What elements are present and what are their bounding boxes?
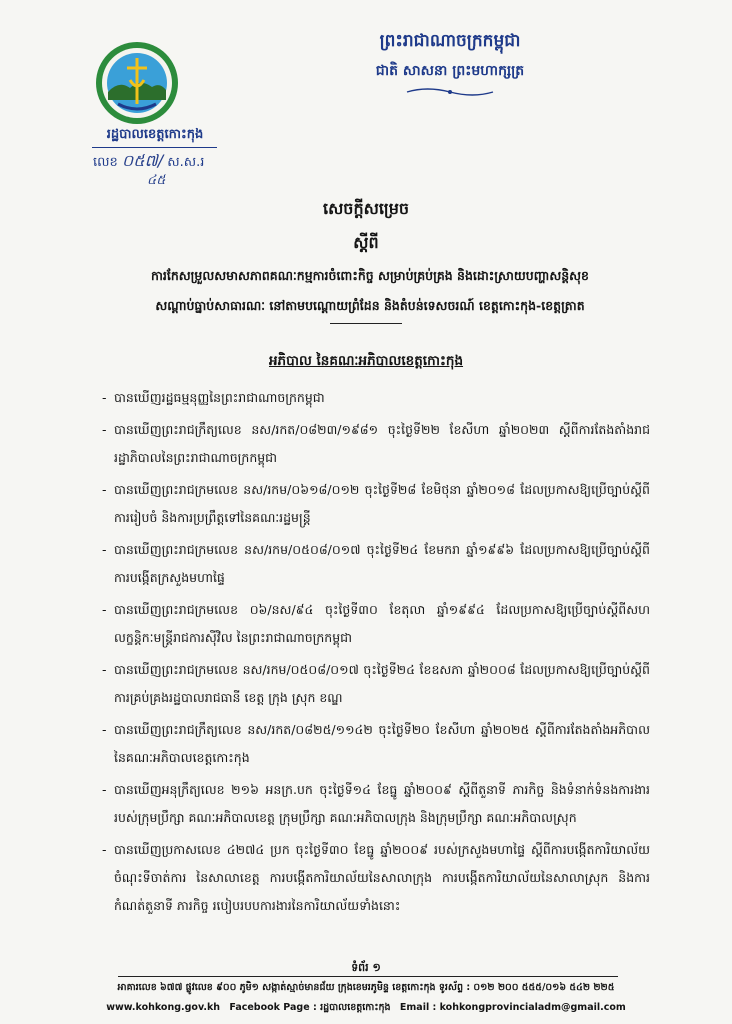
list-item: - បានឃើញព្រះរាជក្រឹត្យលេខ នស/រកត/០៨២៣/១៩៨១ ចុះថ្ងៃទី២២ ខែសីហា ឆ្នាំ២០២៣ ស្ដីពីការតែងតាំងរាជរដ្ឋាភិបាលនៃព្រះរាជាណាចក្រកម្ពុជា — [102, 416, 650, 472]
list-item: - បានឃើញព្រះរាជក្រមលេខ ០៦/នស/៩៤ ចុះថ្ងៃទី៣០ ខែតុលា ឆ្នាំ១៩៩៤ ដែលប្រកាសឱ្យប្រើច្បាប់ស្ដីពីសហលក្ខន្តិកៈមន្ត្រីរាជការស៊ីវិល នៃព្រះរាជាណាចក្រកម្ពុជា — [102, 596, 650, 652]
ref-suffix: ស.ស.រ — [167, 155, 205, 170]
issuing-authority: រដ្ឋបាលខេត្តកោះកុង — [106, 127, 204, 142]
provincial-seal-logo — [94, 40, 180, 126]
section-heading: អភិបាល នៃគណៈអភិបាលខេត្តកោះកុង — [268, 353, 464, 369]
ref-prefix: លេខ — [93, 155, 118, 170]
list-item: - បានឃើញព្រះរាជក្រមលេខ នស/រកម/០៦១៨/០១២ ចុះថ្ងៃទី២៨ ខែមិថុនា ឆ្នាំ២០១៨ ដែលប្រកាសឱ្យប្រើច្បាប់ស្ដីពីការរៀបចំ និងការប្រព្រឹត្តទៅនៃគណៈរដ្ឋមន្ត្រី — [102, 476, 650, 532]
document-title: សេចក្ដីសម្រេច — [322, 199, 409, 218]
title-divider — [330, 323, 402, 324]
list-item: - បានឃើញព្រះរាជក្រមលេខ នស/រកម/០៥០៨/០១៧ ចុះថ្ងៃទី២៤ ខែឧសភា ឆ្នាំ២០០៨ ដែលប្រកាសឱ្យប្រើច្បាប់ស្ដីពីការគ្រប់គ្រងរដ្ឋបាលរាជធានី ខេត្ត ក្រុង ស្រុក ខណ្ឌ — [102, 656, 650, 712]
footer-address: អាគារលេខ ៦៧៧ ផ្លូវលេខ ៩០០ ភូមិ១ សង្កាត់ស្មាច់មានជ័យ ក្រុងខេមរភូមិន្ទ ខេត្តកោះកុង ទូរស័ព្ទ : ០១២ ២០០ ៥៥៥/០១៦ ៥៤២ ២២៥ — [117, 982, 615, 993]
list-item: - បានឃើញព្រះរាជក្រមលេខ នស/រកម/០៥០៨/០១៧ ចុះថ្ងៃទី២៤ ខែមករា ឆ្នាំ១៩៩៦ ដែលប្រកាសឱ្យប្រើច្បាប់ស្ដីពីការបង្កើតក្រសួងមហាផ្ទៃ — [102, 536, 650, 592]
ref-number-handwritten: ០៥៧/ — [121, 151, 164, 170]
reference-number — [93, 150, 204, 191]
footer-divider — [118, 976, 618, 977]
authority-underline — [92, 147, 217, 148]
ref-handwritten-note: ៤៥ — [147, 173, 166, 188]
footer-contacts — [0, 1001, 732, 1015]
facebook-link[interactable]: Facebook Page : រដ្ឋបាលខេត្តកោះកុង — [229, 1002, 391, 1013]
list-item: - បានឃើញរដ្ឋធម្មនុញ្ញនៃព្រះរាជាណាចក្រកម្ពុជា — [102, 384, 650, 412]
kingdom-title: ព្រះរាជាណាចក្រកម្ពុជា — [379, 31, 521, 51]
document-title-about: ស្ដីពី — [353, 233, 379, 252]
list-item: - បានឃើញព្រះរាជក្រឹត្យលេខ នស/រកត/០៨២៥/១១៤២ ចុះថ្ងៃទី២០ ខែសីហា ឆ្នាំ២០២៥ ស្ដីពីការតែងតាំងអភិបាល នៃគណៈអភិបាលខេត្តកោះកុង — [102, 716, 650, 772]
considerations-list — [102, 384, 650, 924]
website-link[interactable]: www.kohkong.gov.kh — [106, 1002, 221, 1013]
page-number: ទំព័រ ១ — [351, 961, 381, 974]
national-motto: ជាតិ សាសនា ព្រះមហាក្សត្រ — [375, 63, 525, 79]
list-item: - បានឃើញប្រកាសលេខ ៤២៧៤ ប្រក ចុះថ្ងៃទី៣០ ខែធ្នូ ឆ្នាំ២០០៩ របស់ក្រសួងមហាផ្ទៃ ស្ដីពីការបង្កើតការិយាល័យចំណុះទីចាត់ការ នៃសាលាខេត្ត ការបង្កើតការិយាល័យនៃសាលាក្រុង ការបង្កើតការិយាល័យនៃសាលាស្រុក និងការកំណត់តួនាទី ភារកិច្ច របៀបរបបការងារនៃការិយាល័យទាំងនោះ — [102, 836, 650, 920]
motto-ornament — [405, 86, 495, 98]
subject-line-2: សណ្ដាប់ធ្នាប់សាធារណៈ នៅតាមបណ្ដោយព្រំដែន និងតំបន់ទេសចរណ៍ ខេត្តកោះកុង-ខេត្តត្រាត — [155, 298, 585, 313]
list-item: - បានឃើញអនុក្រឹត្យលេខ ២១៦ អនក្រ.បក ចុះថ្ងៃទី១៤ ខែធ្នូ ឆ្នាំ២០០៩ ស្ដីពីតួនាទី ភារកិច្ច និងទំនាក់ទំនងការងាររបស់ក្រុមប្រឹក្សា គណៈអភិបាលខេត្ត ក្រុមប្រឹក្សា គណៈអភិបាលក្រុង និងក្រុមប្រឹក្សា គណៈអភិបាលស្រុក — [102, 776, 650, 832]
email-link[interactable]: Email : kohkongprovincialadm@gmail.com — [399, 1002, 626, 1013]
subject-line-1: ការកែសម្រួលសមាសភាពគណៈកម្មការចំពោះកិច្ច សម្រាប់គ្រប់គ្រង និងដោះស្រាយបញ្ហាសន្តិសុខ — [151, 268, 589, 283]
